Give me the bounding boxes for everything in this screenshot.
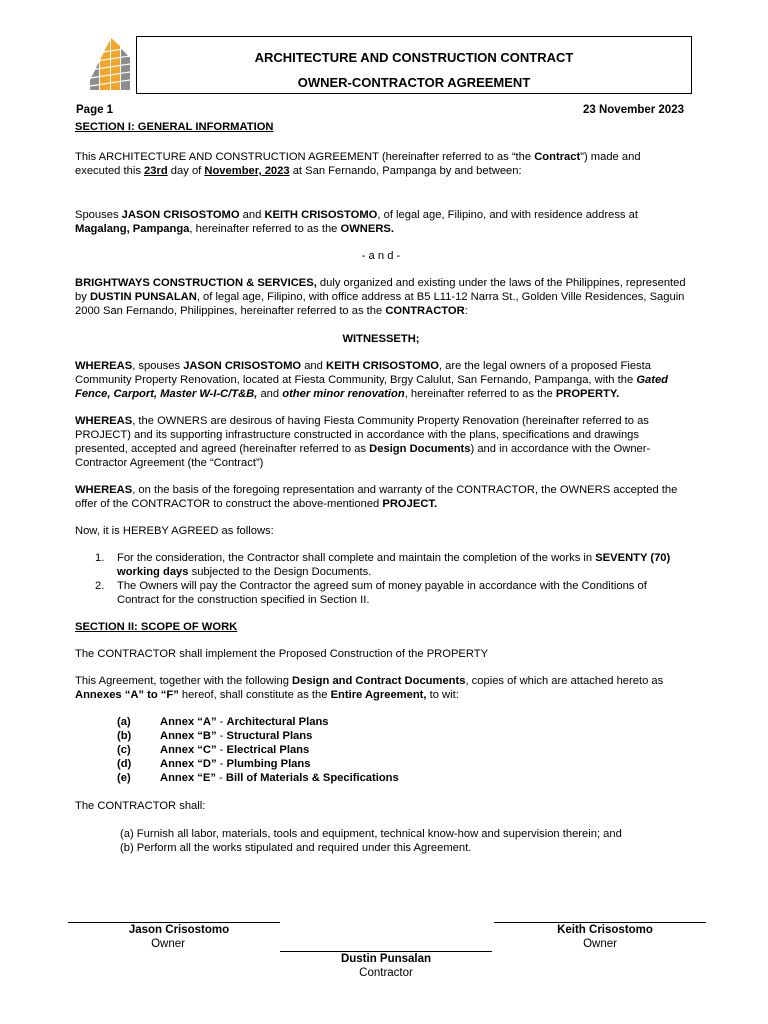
page-number: Page 1 [76, 104, 114, 116]
signatory-role-right: Owner [583, 938, 617, 950]
contractor-paragraph: BRIGHTWAYS CONSTRUCTION & SERVICES, duly organized and existing under the laws of the Philippines, represented by DUSTIN PUNSALAN, of legal age, Filipino, with office address at B5 L11-12 Narra St., Golden Ville Residences, Saguin 2000 San Fernando, Philippines, hereinafter referred to as the CONTRACTOR: [75, 277, 686, 317]
section-2-heading: SECTION II: SCOPE OF WORK [75, 621, 238, 633]
list-item: 1. For the consideration, the Contractor shall complete and maintain the completion of the works in SEVENTY (70) working days subjected to the Design Documents. [95, 552, 671, 578]
contractor-shall-line: The CONTRACTOR shall: [75, 800, 206, 812]
annex-item: (d) Annex “D” - Plumbing Plans [117, 758, 311, 770]
annex-list [75, 715, 687, 785]
document-date: 23 November 2023 [582, 104, 684, 116]
signatory-role-left: Owner [151, 938, 185, 950]
annex-item: (a) Annex “A” - Architectural Plans [117, 716, 329, 728]
company-logo [86, 36, 132, 92]
intro-paragraph: This ARCHITECTURE AND CONSTRUCTION AGREEMENT (hereinafter referred to as “the Contract”) made and executed this 23rd day of November, 2023 at San Fernando, Pampanga by and between: [75, 151, 641, 177]
witnesseth-heading: WITNESSETH; [342, 333, 420, 345]
agreed-line: Now, it is HEREBY AGREED as follows: [75, 525, 274, 537]
contract-subtitle: OWNER-CONTRACTOR AGREEMENT [297, 75, 531, 90]
duty-a: (a) Furnish all labor, materials, tools and equipment, technical know-how and supervision therein; and [120, 828, 622, 840]
signatory-name-center: Dustin Punsalan [340, 953, 432, 965]
signatory-name-left: Jason Crisostomo [128, 924, 230, 936]
whereas-owners-paragraph: WHEREAS, spouses JASON CRISOSTOMO and KEITH CRISOSTOMO, are the legal owners of a proposed Fiesta Community Property Renovation, located at Fiesta Community, Brgy Calulut, San Fernando, Pampanga, with the Gated Fence, Carport, Master W-I-C/T&B, and other minor renovation, hereinafter referred to as the PROPERTY. [75, 360, 669, 400]
documents-paragraph: This Agreement, together with the following Design and Contract Documents, copies of which are attached hereto as Annexes “A” to “F” hereof, shall constitute as the Entire Agreement, to wit: [75, 675, 664, 701]
contract-body [75, 120, 687, 855]
whereas-offer-paragraph: WHEREAS, on the basis of the foregoing representation and warranty of the CONTRACTOR, the OWNERS accepted the offer of the CONTRACTOR to construct the above-mentioned PROJECT. [75, 484, 678, 510]
signatory-role-center: Contractor [359, 967, 413, 979]
building-logo-icon [86, 36, 132, 92]
agreement-list [75, 551, 687, 607]
list-item: 2. The Owners will pay the Contractor the agreed sum of money payable in accordance with the Conditions of Contract for the construction specified in Section II. [95, 580, 647, 606]
annex-item: (b) Annex “B” - Structural Plans [117, 730, 313, 742]
page-meta-row [76, 102, 684, 118]
section-1-heading: SECTION I: GENERAL INFORMATION [75, 121, 274, 133]
whereas-project-paragraph: WHEREAS, the OWNERS are desirous of having Fiesta Community Property Renovation (hereinafter referred to as PROJECT) and its supporting infrastructure constructed in accordance with the plans, specifications and drawings presented, accepted and agreed (hereinafter referred to as Design Documents) and in accordance with the Owner-Contractor Agreement (the “Contract”) [75, 415, 651, 469]
scope-paragraph: The CONTRACTOR shall implement the Proposed Construction of the PROPERTY [75, 648, 489, 660]
annex-item: (e) Annex “E” - Bill of Materials & Specifications [117, 772, 399, 784]
owners-paragraph: Spouses JASON CRISOSTOMO and KEITH CRISOSTOMO, of legal age, Filipino, and with residence address at Magalang, Pampanga, hereinafter referred to as the OWNERS. [75, 209, 638, 235]
annex-item: (c) Annex “C” - Electrical Plans [117, 744, 310, 756]
duty-b: (b) Perform all the works stipulated and required under this Agreement. [120, 842, 472, 854]
signatory-name-right: Keith Crisostomo [557, 924, 653, 936]
contract-title: ARCHITECTURE AND CONSTRUCTION CONTRACT [254, 50, 574, 65]
contract-title-box [136, 36, 692, 94]
and-separator: - a n d - [361, 250, 401, 262]
